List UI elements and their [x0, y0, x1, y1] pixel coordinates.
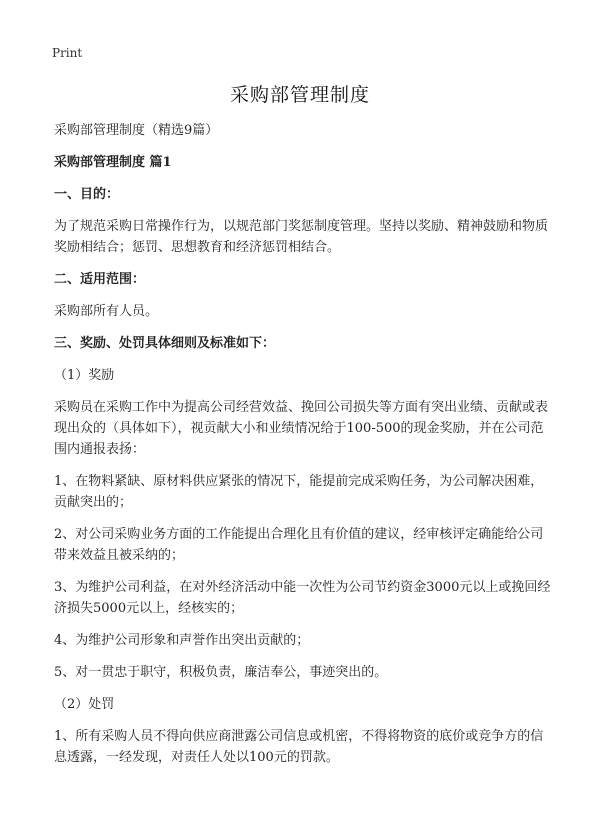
- reward-item: 4、为维护公司形象和声誉作出突出贡献的；: [54, 633, 310, 648]
- reward-heading: （1）奖励: [54, 368, 115, 383]
- document-body: [54, 120, 554, 779]
- penalty-heading: （2）处罚: [54, 697, 115, 712]
- reward-item: 5、对一贯忠于职守，积极负责，廉洁奉公，事迹突出的。: [54, 665, 388, 680]
- reward-intro: 采购员在采购工作中为提高公司经营效益、挽回公司损失等方面有突出业绩、贡献或表现出众的（具体如下），视贡献大小和业绩情况给于100-500的现金奖励，并在公司范围内通报表扬：: [54, 400, 549, 457]
- section-text-scope: 采购部所有人员。: [54, 304, 159, 319]
- reward-item: 1、在物料紧缺、原材料供应紧张的情况下，能提前完成采购任务，为公司解决困难，贡献突出的；: [54, 474, 544, 510]
- article-heading: 采购部管理制度 篇1: [54, 155, 172, 170]
- document-title: 采购部管理制度: [229, 84, 370, 106]
- penalty-item: 1、所有采购人员不得向供应商泄露公司信息或机密，不得将物资的底价或竞争方的信息透露，一经发现，对责任人处以100元的罚款。: [54, 729, 544, 765]
- section-heading-rules: 三、奖励、处罚具体细则及标准如下：: [54, 336, 276, 351]
- print-link[interactable]: Print: [52, 46, 83, 60]
- reward-item: 2、对公司采购业务方面的工作能提出合理化且有价值的建议，经审核评定确能给公司带来效益且被采纳的；: [54, 527, 544, 563]
- section-heading-scope: 二、适用范围：: [54, 272, 146, 287]
- section-heading-purpose: 一、目的：: [54, 187, 120, 202]
- document-subtitle: 采购部管理制度（精选9篇）: [54, 123, 219, 138]
- section-text-purpose: 为了规范采购日常操作行为，以规范部门奖惩制度管理。坚持以奖励、精神鼓励和物质奖励相结合；惩罚、思想教育和经济惩罚相结合。: [54, 219, 549, 255]
- reward-item: 3、为维护公司利益，在对外经济活动中能一次性为公司节约资金3000元以上或挽回经济损失5000元以上，经核实的；: [54, 580, 551, 616]
